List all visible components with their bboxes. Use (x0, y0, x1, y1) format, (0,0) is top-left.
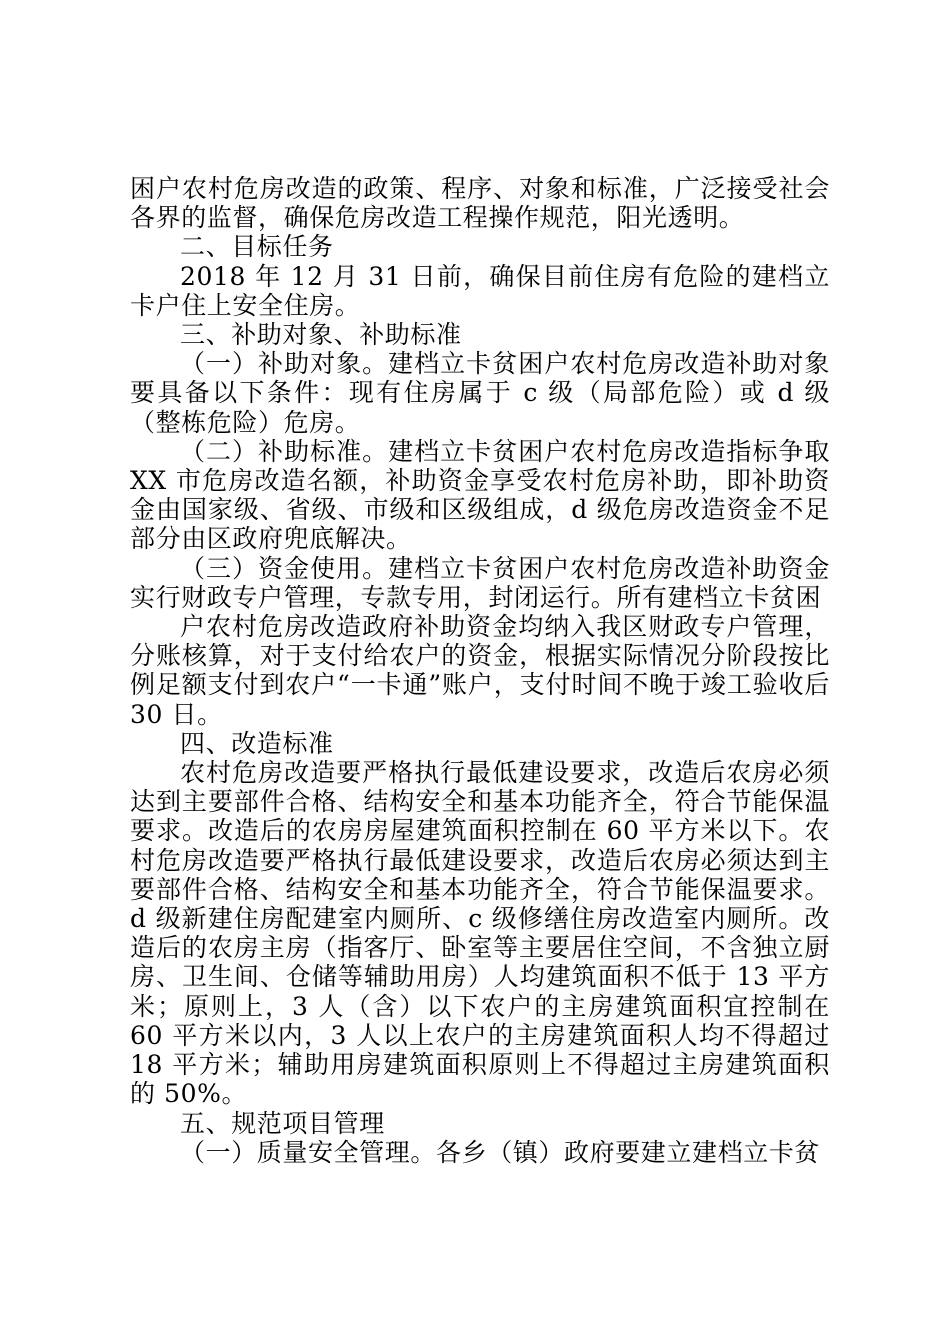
paragraph-continuation: 困户农村危房改造的政策、程序、对象和标准，广泛接受社会各界的监督，确保危房改造工程操作规范，阳光透明。 (130, 174, 830, 233)
section-heading-goals: 二、目标任务 (180, 232, 334, 262)
paragraph-fund-management: 户农村危房改造政府补助资金均纳入我区财政专户管理，分账核算，对于支付给农户的资金，根据实际情况分阶段按比例足额支付到农户“一卡通”账户，支付时间不晚于竣工验收后 30 日。 (130, 612, 830, 729)
paragraph-fund-usage: （三）资金使用。建档立卡贫困户农村危房改造补助资金实行财政专户管理，专款专用，封闭运行。所有建档立卡贫困 (130, 553, 830, 612)
section-heading-subsidy: 三、补助对象、补助标准 (180, 320, 462, 350)
paragraph-renovation-standard: 农村危房改造要严格执行最低建设要求，改造后农房必须达到主要部件合格、结构安全和基本功能齐全，符合节能保温要求。改造后的农房房屋建筑面积控制在 60 平方米以下。农村危房改造要严格执行最低建设要求，改造后农房必须达到主要部件合格、结构安全和基本功能齐全，符合节能保温要求。d 级新建住房配建室内厕所、c 级修缮住房改造室内厕所。改造后的农房主房（指客厅、卧室等主要居住空间，不含独立厨房、卫生间、仓储等辅助用房）人均建筑面积不低于 13 平方米；原则上，3 人（含）以下农户的主房建筑面积宜控制在 60 平方米以内，3 人以上农户的主房建筑面积人均不得超过 18 平方米；辅助用房建筑面积原则上不得超过主房建筑面积的 50%。 (130, 758, 830, 1109)
paragraph-quality-safety: （一）质量安全管理。各乡（镇）政府要建立建档立卡贫 (180, 1137, 821, 1167)
document-body (130, 174, 830, 1167)
section-heading-renovation-standard: 四、改造标准 (180, 728, 334, 758)
paragraph-subsidy-standard: （二）补助标准。建档立卡贫困户农村危房改造指标争取 XX 市危房改造名额，补助资金享受农村危房补助，即补助资金由国家级、省级、市级和区级组成，d 级危房改造资金不足部分由区政府兜底解决。 (130, 436, 830, 554)
paragraph-subsidy-target: （一）补助对象。建档立卡贫困户农村危房改造补助对象要具备以下条件：现有住房属于 c 级（局部危险）或 d 级（整栋危险）危房。 (130, 349, 830, 437)
section-heading-project-management: 五、规范项目管理 (180, 1108, 385, 1138)
paragraph-goals: 2018 年 12 月 31 日前，确保目前住房有危险的建档立卡户住上安全住房。 (130, 261, 830, 320)
